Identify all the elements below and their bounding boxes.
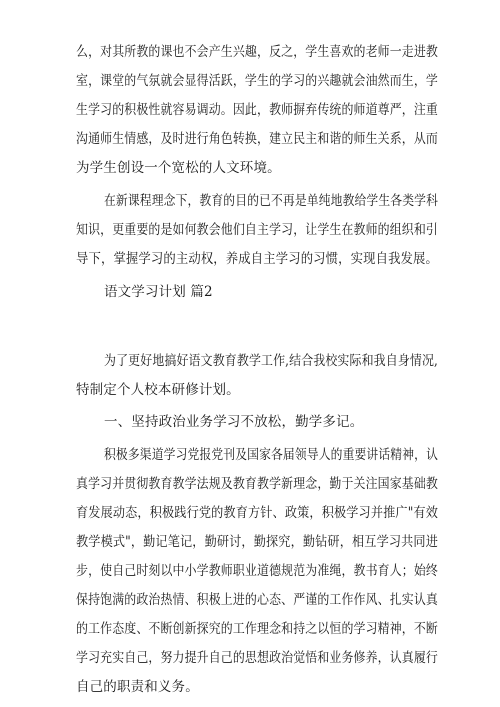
text-line: 步，使自己时刻以中小学教师职业道德规范为准绳，教书育人；始终: [76, 563, 438, 579]
text-line: 知识，更重要的是如何教会他们自主学习，让学生在教师的组织和引: [76, 222, 438, 238]
text-line: 育发展动态，积极践行党的教育方针、政策，积极学习并推广"有效: [76, 505, 438, 521]
text-line: 保持饱满的政治热情、积极上进的心态、严谨的工作作风、扎实认真: [76, 592, 438, 608]
text-line: 积极多渠道学习党报党刊及国家各届领导人的重要讲话精神，认: [104, 447, 439, 463]
text-line: 么，对其所教的课也不会产生兴趣，反之，学生喜欢的老师一走进教: [76, 44, 438, 60]
text-line: 沟通师生情感，及时进行角色转换，建立民主和谐的师生关系，从而: [76, 131, 438, 147]
text-line: 为了更好地搞好语文教育教学工作,结合我校实际和我自身情况,: [104, 353, 438, 369]
text-line: 一、坚持政治业务学习不放松，勤学多记。: [104, 414, 364, 430]
text-line: 教学模式"，勤记笔记，勤研讨，勤探究，勤钻研，相互学习共同进: [76, 534, 438, 550]
text-line: 导下，掌握学习的主动权，养成自主学习的习惯，实现自我发展。: [76, 251, 439, 267]
text-line: 真学习并贯彻教育教学法规及教育教学新理念，勤于关注国家基础教: [76, 476, 438, 492]
text-line: 在新课程理念下，教育的目的已不再是单纯地教给学生各类学科: [104, 193, 439, 209]
text-line: 为学生创设一个宽松的人文环境。: [76, 160, 281, 176]
text-line: 特制定个人校本研修计划。: [76, 382, 240, 398]
text-line: 学习充实自己，努力提升自己的思想政治觉悟和业务修养，认真履行: [76, 650, 438, 666]
heading-text: 语文学习计划 篇2: [104, 284, 213, 300]
text-line: 室，课堂的气氛就会显得活跃，学生的学习的兴趣就会油然而生，学: [76, 73, 438, 89]
text-line: 生学习的积极性就容易调动。因此，教师摒弃传统的师道尊严，注重: [76, 102, 438, 118]
text-line: 的工作态度、不断创新探究的工作理念和持之以恒的学习精神，不断: [76, 621, 438, 637]
text-line: 自己的职责和义务。: [76, 679, 199, 695]
